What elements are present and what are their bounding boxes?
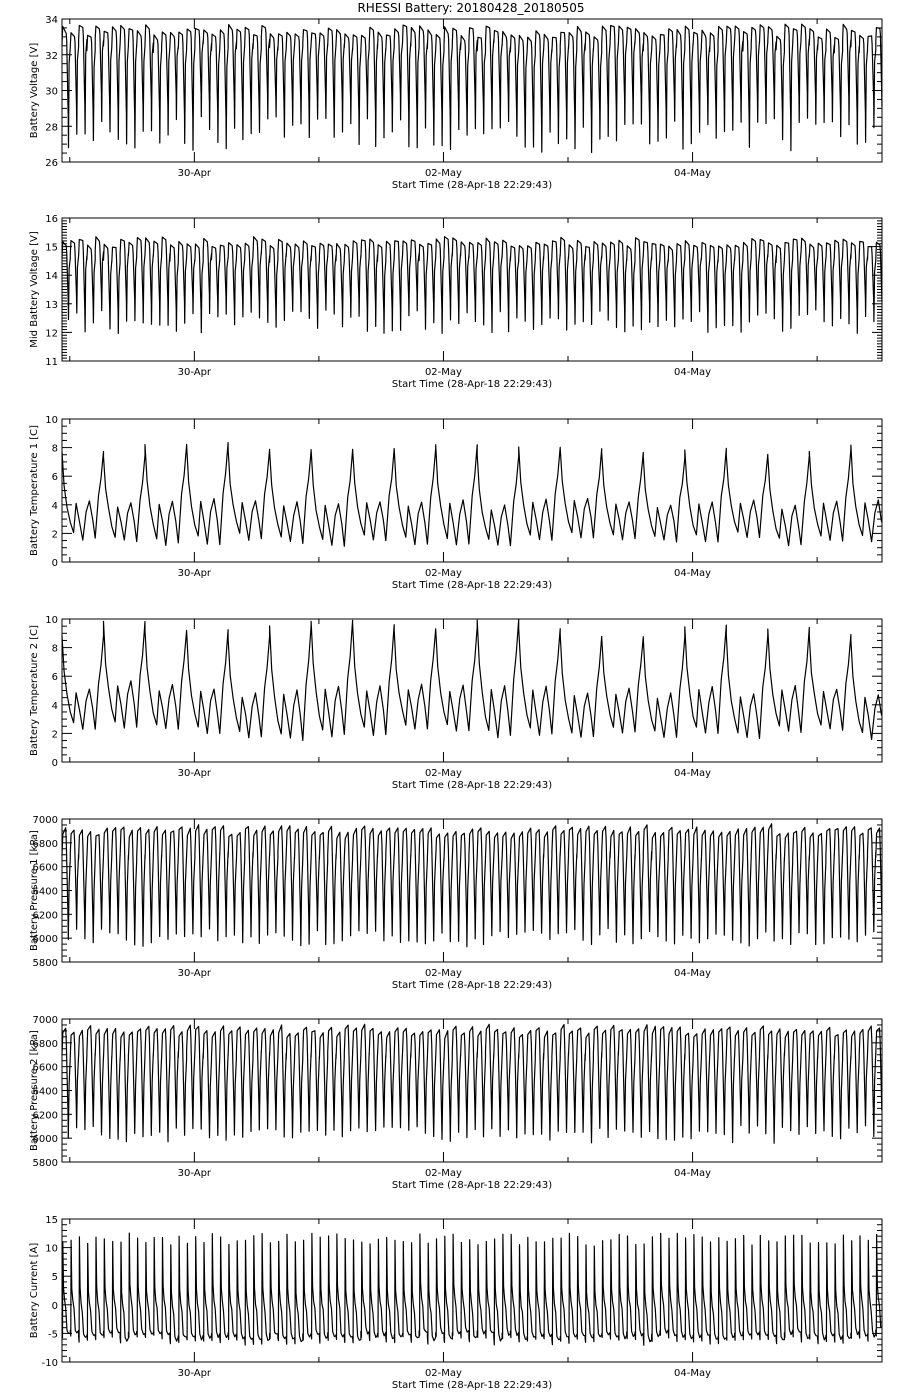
y-tick-label: 10: [45, 615, 58, 626]
x-tick-label: 04-May: [674, 1168, 712, 1179]
x-tick-label: 30-Apr: [177, 568, 212, 579]
y-tick-label: 6: [51, 472, 58, 484]
y-tick-label: 4: [51, 500, 58, 512]
x-tick-label: 04-May: [674, 1368, 712, 1379]
y-tick-label: 32: [45, 50, 58, 62]
y-tick-label: 6800: [32, 1038, 58, 1050]
x-tick-label: 04-May: [674, 367, 712, 378]
x-tick-label: 02-May: [424, 968, 462, 979]
y-tick-label: 10: [45, 415, 58, 426]
series-line-battery-pressure-1: [62, 824, 882, 947]
x-tick-label: 30-Apr: [177, 768, 212, 779]
y-tick-label: 14: [45, 271, 58, 283]
x-tick-label: 04-May: [674, 968, 712, 979]
y-axis-label: Battery Temperature 2 [C]: [29, 624, 40, 757]
y-tick-label: 5800: [32, 958, 58, 969]
panel-battery-temperature-2: [29, 615, 882, 791]
x-tick-label: 30-Apr: [177, 1368, 212, 1379]
x-tick-label: 02-May: [424, 568, 462, 579]
figure-title: RHESSI Battery: 20180428_20180505: [357, 1, 585, 15]
x-tick-label: 02-May: [424, 768, 462, 779]
y-tick-label: 2: [51, 529, 58, 541]
x-tick-label: 04-May: [674, 168, 712, 179]
x-axis-label: Start Time (28-Apr-18 22:29:43): [391, 780, 553, 791]
x-tick-label: 02-May: [424, 367, 462, 378]
x-tick-label: 30-Apr: [177, 367, 212, 378]
panels: [29, 15, 882, 1391]
y-tick-label: 6200: [32, 1110, 58, 1122]
panel-battery-voltage: [29, 15, 882, 191]
y-axis-label: Battery Pressure 2 [kPa]: [29, 1030, 40, 1151]
y-tick-label: 8: [51, 643, 58, 655]
y-tick-label: -5: [48, 1329, 58, 1341]
y-tick-label: 8: [51, 443, 58, 455]
y-tick-label: 6800: [32, 838, 58, 850]
y-axis-label: Battery Voltage [V]: [29, 42, 40, 139]
y-tick-label: 5: [51, 1272, 58, 1284]
x-tick-label: 30-Apr: [177, 168, 212, 179]
plot-frame: [62, 419, 882, 562]
panel-battery-pressure-2: [29, 1015, 882, 1191]
panel-battery-current: [29, 1215, 882, 1391]
x-axis-label: Start Time (28-Apr-18 22:29:43): [391, 980, 553, 991]
y-axis-label: Battery Temperature 1 [C]: [29, 424, 40, 557]
y-tick-label: 6000: [32, 934, 58, 946]
panel-mid-battery-voltage: [29, 214, 882, 390]
y-tick-label: 15: [45, 1215, 58, 1226]
plot-frame: [62, 1219, 882, 1362]
y-tick-label: 6600: [32, 862, 58, 874]
y-tick-label: 6000: [32, 1134, 58, 1146]
panel-battery-pressure-1: [29, 815, 882, 991]
y-tick-label: 10: [45, 1243, 58, 1255]
y-tick-label: 6200: [32, 910, 58, 922]
y-tick-label: 16: [45, 214, 58, 225]
y-tick-label: 30: [45, 86, 58, 98]
y-tick-label: 15: [45, 242, 58, 254]
y-tick-label: 0: [51, 1300, 58, 1312]
series-line-battery-pressure-2: [62, 1024, 882, 1143]
y-tick-label: 7000: [32, 815, 58, 826]
series-line-battery-temperature-1: [62, 443, 882, 547]
y-tick-label: 0: [51, 758, 58, 769]
y-tick-label: 6600: [32, 1062, 58, 1074]
x-axis-label: Start Time (28-Apr-18 22:29:43): [391, 180, 553, 191]
x-tick-label: 04-May: [674, 768, 712, 779]
y-tick-label: 12: [45, 328, 58, 340]
y-axis-label: Battery Current [A]: [29, 1242, 40, 1339]
y-tick-label: 11: [45, 357, 58, 368]
x-axis-label: Start Time (28-Apr-18 22:29:43): [391, 379, 553, 390]
y-tick-label: 13: [45, 299, 58, 311]
panel-battery-temperature-1: [29, 415, 882, 591]
y-tick-label: 26: [45, 158, 58, 169]
x-tick-label: 02-May: [424, 168, 462, 179]
series-line-battery-current: [62, 1233, 881, 1345]
series-line-battery-temperature-2: [62, 620, 882, 741]
y-axis-label: Mid Battery Voltage [V]: [29, 231, 40, 348]
x-tick-label: 02-May: [424, 1368, 462, 1379]
series-line-battery-voltage: [62, 24, 882, 152]
series-line-mid-battery-voltage: [62, 237, 882, 334]
y-tick-label: 6400: [32, 886, 58, 898]
y-tick-label: -10: [41, 1358, 58, 1369]
y-tick-label: 34: [45, 15, 58, 26]
x-axis-label: Start Time (28-Apr-18 22:29:43): [391, 1180, 553, 1191]
y-tick-label: 6400: [32, 1086, 58, 1098]
x-axis-label: Start Time (28-Apr-18 22:29:43): [391, 580, 553, 591]
y-axis-label: Battery Pressure 1 [kPa]: [29, 830, 40, 951]
x-tick-label: 04-May: [674, 568, 712, 579]
y-tick-label: 4: [51, 700, 58, 712]
y-tick-label: 6: [51, 672, 58, 684]
y-tick-label: 0: [51, 558, 58, 569]
x-axis-label: Start Time (28-Apr-18 22:29:43): [391, 1380, 553, 1391]
x-tick-label: 02-May: [424, 1168, 462, 1179]
y-tick-label: 7000: [32, 1015, 58, 1026]
x-tick-label: 30-Apr: [177, 968, 212, 979]
x-tick-label: 30-Apr: [177, 1168, 212, 1179]
y-tick-label: 5800: [32, 1158, 58, 1169]
y-tick-label: 2: [51, 729, 58, 741]
y-tick-label: 28: [45, 122, 58, 134]
